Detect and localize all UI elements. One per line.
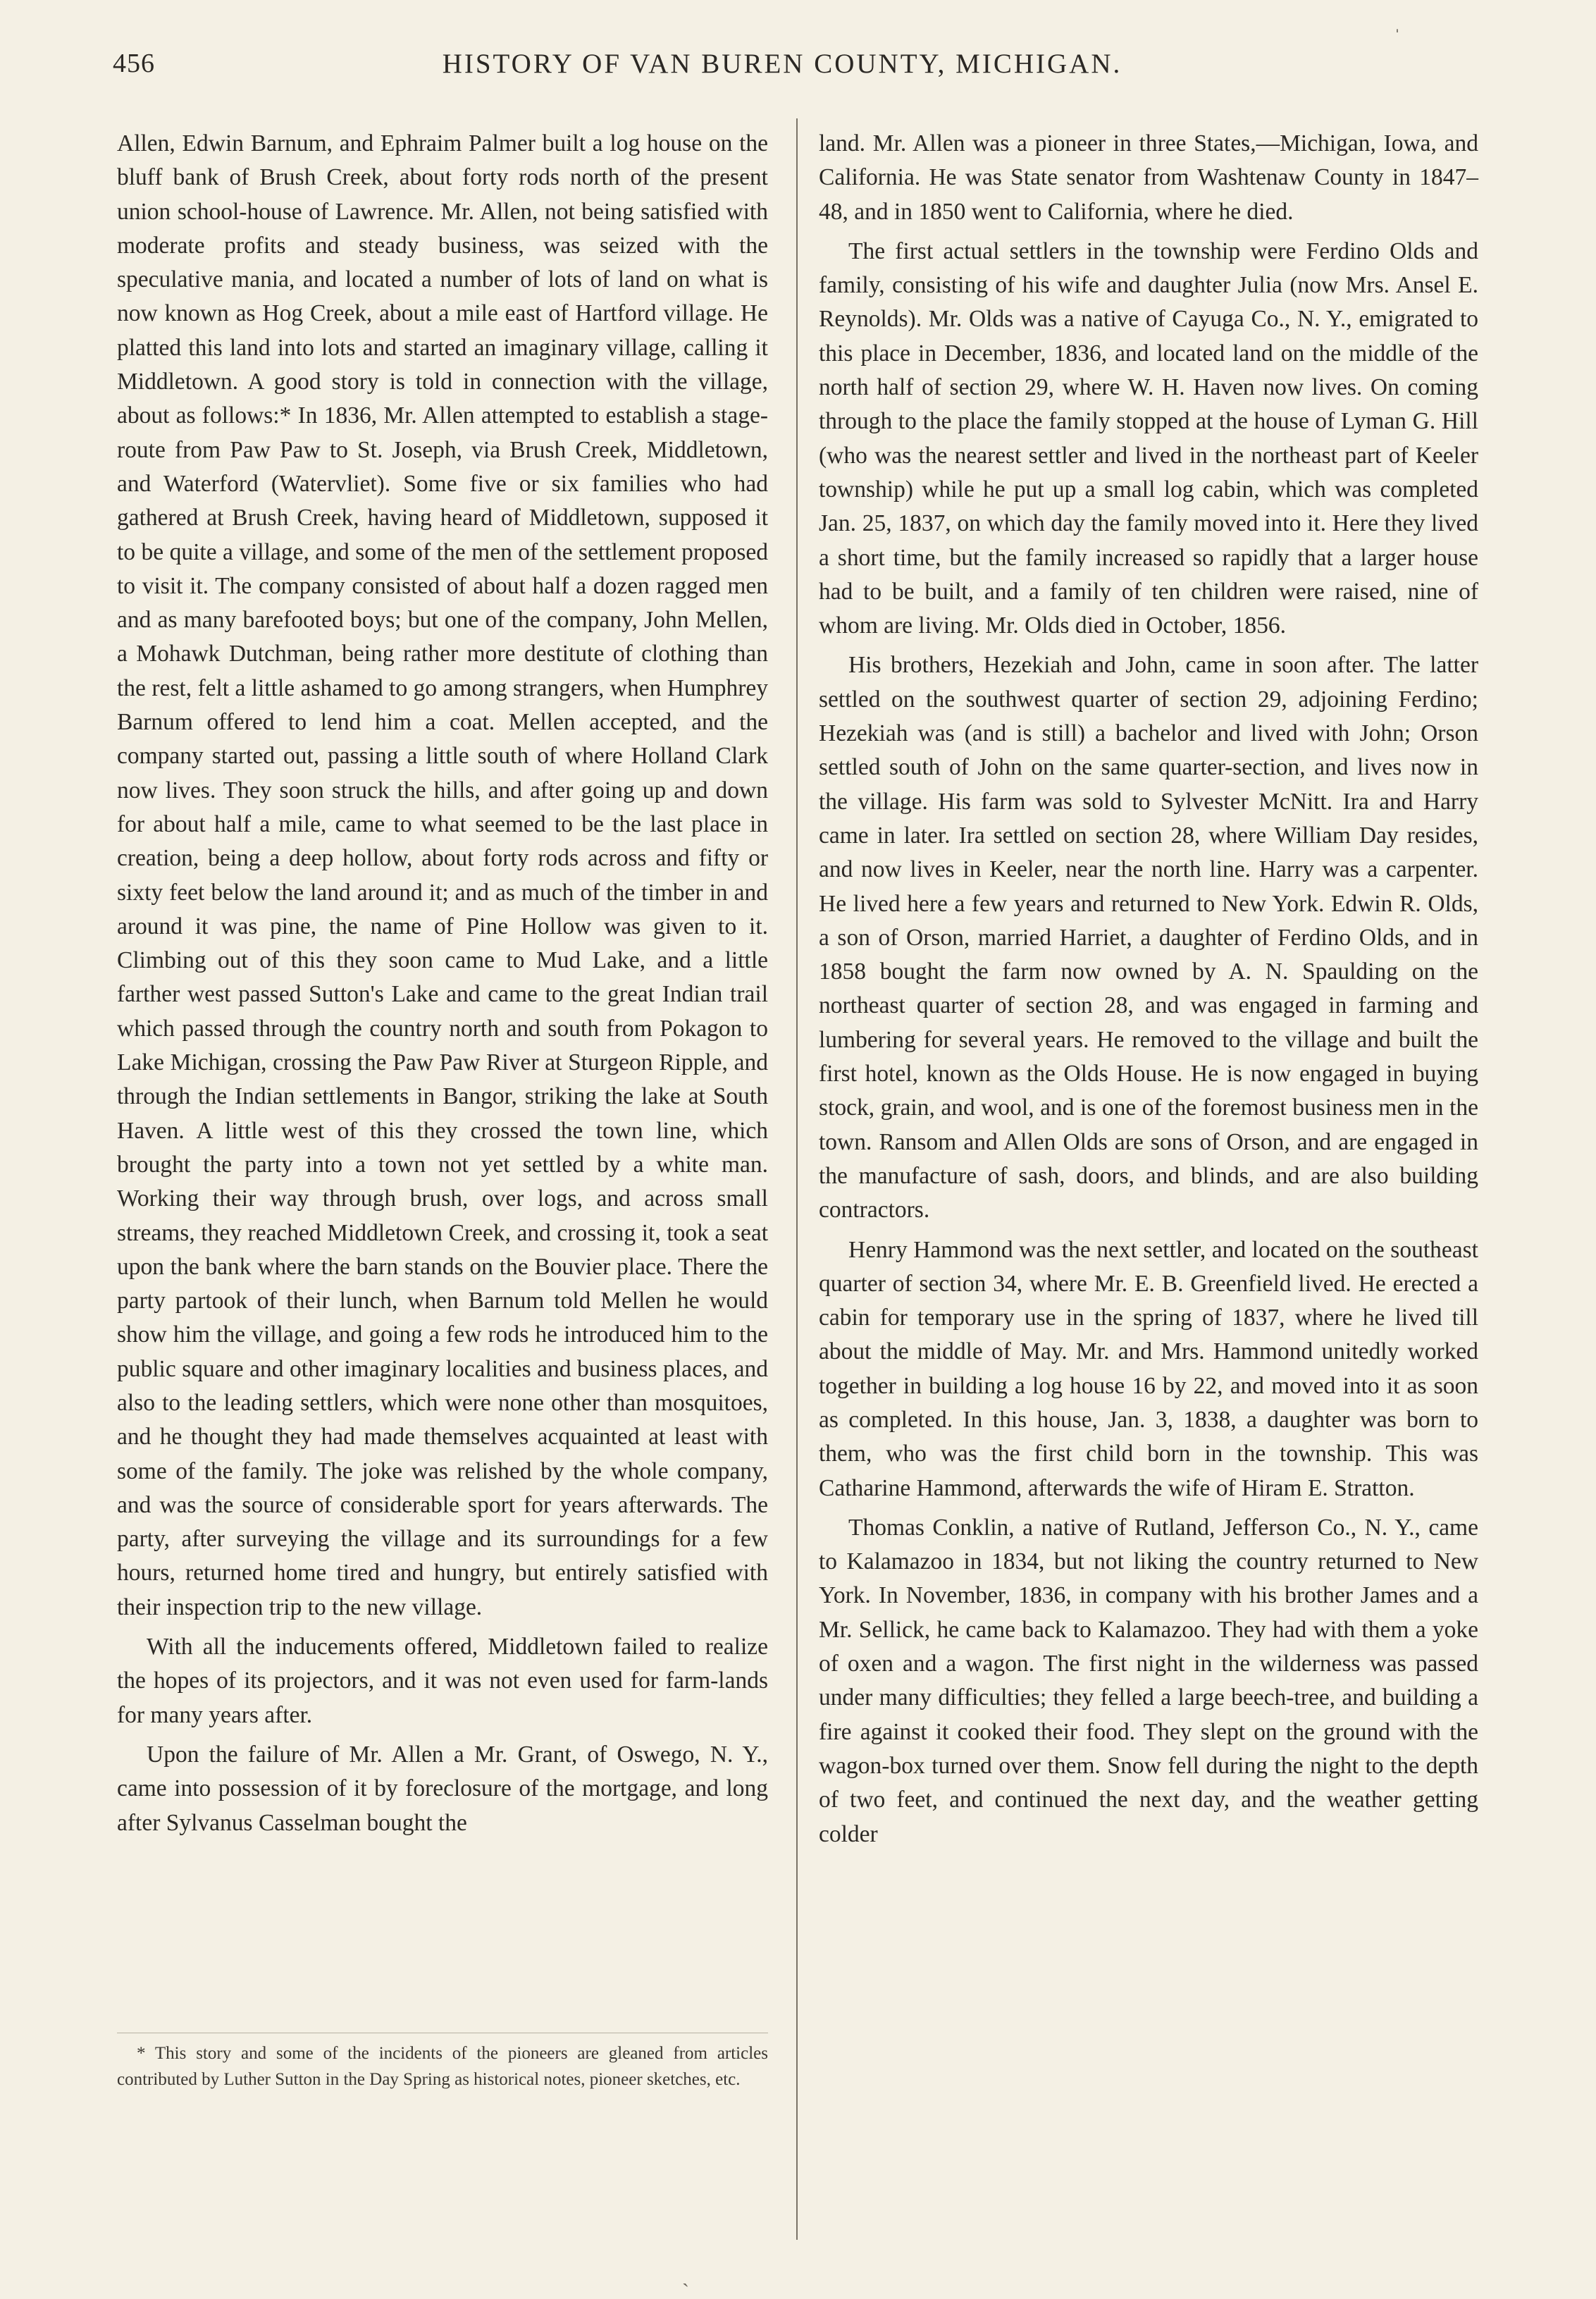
- left-column: [117, 127, 768, 1840]
- right-column: [819, 127, 1478, 1851]
- paragraph: With all the inducements offered, Middletown failed to realize the hopes of its projectors, and it was not even used for farm-lands for many years after.: [117, 1634, 768, 1728]
- column-divider: [796, 118, 798, 2240]
- paragraph: Upon the failure of Mr. Allen a Mr. Grant, of Oswego, N. Y., came into possession of it by foreclosure of the mortgage, and long after Sylvanus Casselman bought the: [117, 1741, 768, 1836]
- footnote-text: * This story and some of the incidents of the pioneers are gleaned from articles contributed by Luther Sutton in the Day Spring as historical notes, pioneer sketches, etc.: [117, 2044, 768, 2089]
- footnote: [117, 2033, 768, 2092]
- paragraph: The first actual settlers in the township were Ferdino Olds and family, consisting of his wife and daughter Julia (now Mrs. Ansel E. Reynolds). Mr. Olds was a native of Cayuga Co., N. Y., emigrated to this place in December, 1836, and located land on the middle of the north half of section 29, where W. H. Haven now lives. On coming through to the place the family stopped at the house of Lyman G. Hill (who was the nearest settler and lived in the northeast part of Keeler township) while he put up a small log cabin, which was completed Jan. 25, 1837, on which day the family moved into it. Here they lived a short time, but the family increased so rapidly that a larger house had to be built, and a family of ten children were raised, nine of whom are living. Mr. Olds died in October, 1856.: [819, 238, 1478, 639]
- paragraph: Henry Hammond was the next settler, and located on the southeast quarter of section 34, where Mr. E. B. Greenfield lived. He erected a cabin for temporary use in the spring of 1837, where he lived till about the middle of May. Mr. and Mrs. Hammond unitedly worked together in building a log house 16 by 22, and moved into it as soon as completed. In this house, Jan. 3, 1838, a daughter was born to them, who was the first child born in the township. This was Catharine Hammond, afterwards the wife of Hiram E. Stratton.: [819, 1236, 1478, 1501]
- page-number: 456: [113, 49, 155, 78]
- paragraph: His brothers, Hezekiah and John, came in soon after. The latter settled on the southwest quarter of section 29, adjoining Ferdino; Hezekiah was (and is still) a bachelor and lived with John; Orson settled south of John on the same quarter-section, and lives now in the village. His farm was sold to Sylvester McNitt. Ira and Harry came in later. Ira settled on section 28, where William Day resides, and now lives in Keeler, near the north line. Harry was a carpenter. He lived here a few years and returned to New York. Edwin R. Olds, a son of Orson, married Harriet, a daughter of Ferdino Olds, and in 1858 bought the farm now owned by A. N. Spaulding on the northeast quarter of section 28, and was engaged in farming and lumbering for several years. He removed to the village and built the first hotel, known as the Olds House. He is now engaged in buying stock, grain, and wool, and is one of the foremost business men in the town. Ransom and Allen Olds are sons of Orson, and are engaged in the manufacture of sash, doors, and blinds, and are also building contractors.: [819, 652, 1478, 1224]
- paragraph: Thomas Conklin, a native of Rutland, Jefferson Co., N. Y., came to Kalamazoo in 1834, but not liking the country returned to New York. In November, 1836, in company with his brother James and a Mr. Sellick, he came back to Kalamazoo. They had with them a yoke of oxen and a wagon. The first night in the wilderness was passed under many difficulties; they felled a large beech-tree, and building a fire against it cooked their food. They slept on the ground with the wagon-box turned over them. Snow fell during the night to the depth of two feet, and continued the next day, and the weather getting colder: [819, 1514, 1478, 1847]
- page-title: HISTORY OF VAN BUREN COUNTY, MICHIGAN.: [442, 49, 1122, 79]
- running-head: [70, 48, 1494, 90]
- print-mark: ˈ: [1394, 25, 1401, 49]
- paragraph: land. Mr. Allen was a pioneer in three States,—Michigan, Iowa, and California. He was State senator from Washtenaw County in 1847–48, and in 1850 went to California, where he died.: [819, 130, 1478, 225]
- print-mark: ˎ: [682, 2264, 689, 2287]
- paragraph: Allen, Edwin Barnum, and Ephraim Palmer built a log house on the bluff bank of Brush Creek, about forty rods north of the present union school-house of Lawrence. Mr. Allen, not being satisfied with moderate profits and steady business, was seized with the speculative mania, and located a number of lots of land on what is now known as Hog Creek, about a mile east of Hartford village. He platted this land into lots and started an imaginary village, calling it Middletown. A good story is told in connection with the village, about as follows:* In 1836, Mr. Allen attempted to establish a stage-route from Paw Paw to St. Joseph, via Brush Creek, Middletown, and Waterford (Watervliet). Some five or six families who had gathered at Brush Creek, having heard of Middletown, supposed it to be quite a village, and some of the men of the settlement proposed to visit it. The company consisted of about half a dozen ragged men and as many barefooted boys; but one of the company, John Mellen, a Mohawk Dutchman, being rather more destitute of clothing than the rest, felt a little ashamed to go among strangers, when Humphrey Barnum offered to lend him a coat. Mellen accepted, and the company started out, passing a little south of where Holland Clark now lives. They soon struck the hills, and after going up and down for about half a mile, came to what seemed to be the last place in creation, being a deep hollow, about forty rods across and fifty or sixty feet below the land around it; and as much of the timber in and around it was pine, the name of Pine Hollow was given to it. Climbing out of this they soon came to Mud Lake, and a little farther west passed Sutton's Lake and came to the great Indian trail which passed through the country north and south from Pokagon to Lake Michigan, crossing the Paw Paw River at Sturgeon Ripple, and through the Indian settlements in Bangor, striking the lake at South Haven. A little west of this they crossed the town line, which brought the party into a town not yet settled by a white man. Working their way through brush, over logs, and across small streams, they reached Middletown Creek, and crossing it, took a seat upon the bank where the barn stands on the Bouvier place. There the party partook of their lunch, when Barnum told Mellen he would show him the village, and going a few rods he introduced him to the public square and other imaginary localities and business places, and also to the leading settlers, which were none other than mosquitoes, and he thought they had made themselves acquainted at least with some of the family. The joke was relished by the whole company, and was the source of considerable sport for years afterwards. The party, after surveying the village and its surroundings for a few hours, returned home tired and hungry, but entirely satisfied with their inspection trip to the new village.: [117, 130, 768, 1620]
